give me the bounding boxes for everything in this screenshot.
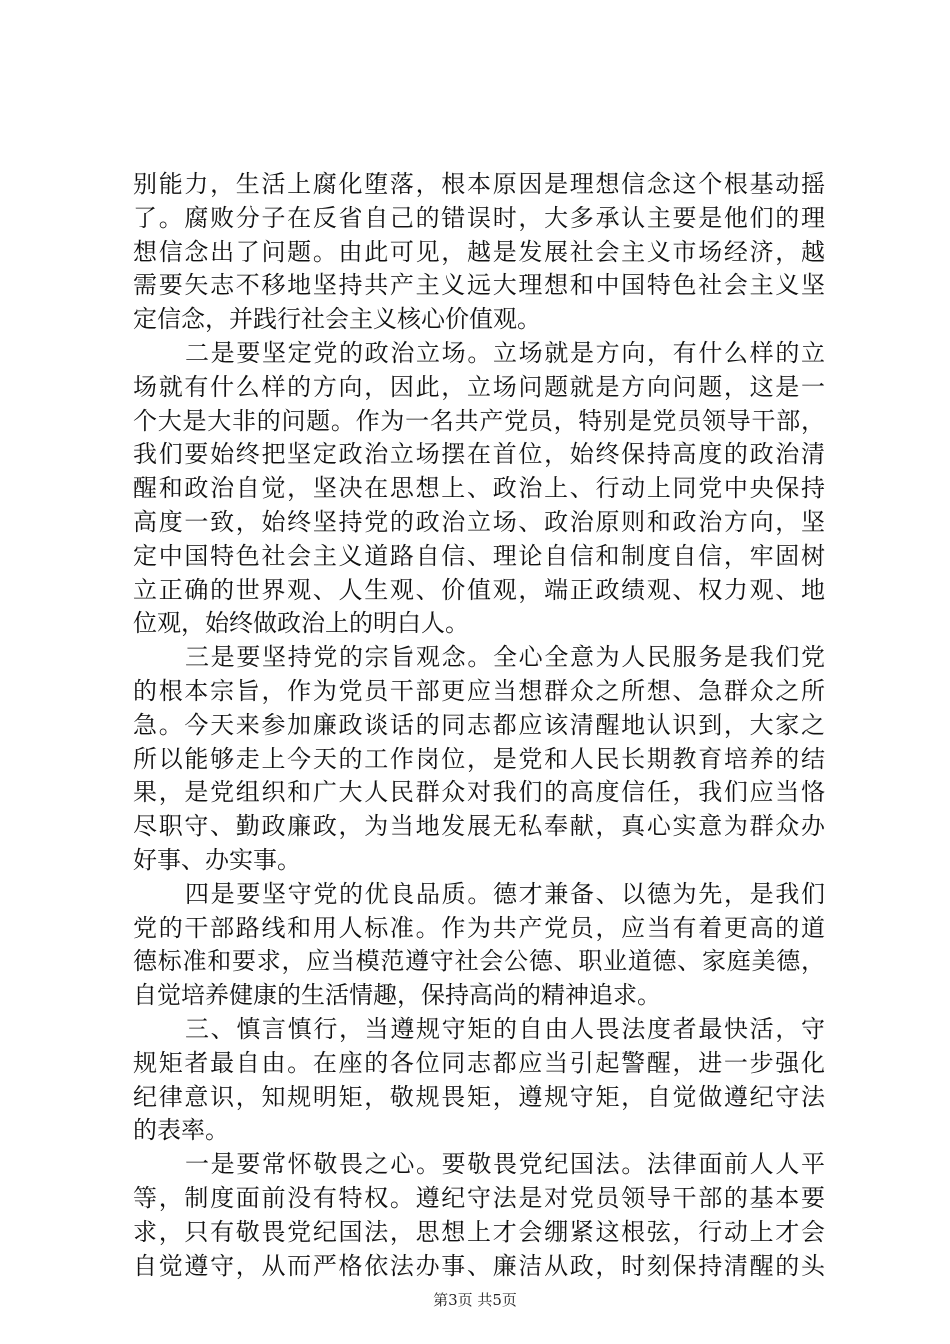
text-line: 定信念，并践行社会主义核心价值观。 xyxy=(133,305,541,334)
text-line: 高度一致，始终坚持党的政治立场、政治原则和政治方向，坚 xyxy=(133,507,825,536)
text-line: 所以能够走上今天的工作岗位，是党和人民长期教育培养的结 xyxy=(133,744,825,773)
text-line: 定中国特色社会主义道路自信、理论自信和制度自信，牢固树 xyxy=(133,541,825,570)
text-line: 的表率。 xyxy=(133,1116,229,1145)
text-line: 德标准和要求，应当模范遵守社会公德、职业道德、家庭美德， xyxy=(133,947,825,976)
document-body xyxy=(133,168,825,1283)
text-line: 了。腐败分子在反省自己的错误时，大多承认主要是他们的理 xyxy=(133,203,825,232)
page-footer: 第3页 共5页 xyxy=(433,1291,517,1309)
text-line: 场就有什么样的方向，因此，立场问题就是方向问题，这是一 xyxy=(133,372,825,401)
text-line: 四是要坚守党的优良品质。德才兼备、以德为先，是我们 xyxy=(185,879,825,908)
text-line: 求，只有敬畏党纪国法，思想上才会绷紧这根弦，行动上才会 xyxy=(133,1217,825,1246)
text-line: 位观，始终做政治上的明白人。 xyxy=(133,609,469,638)
paragraph xyxy=(133,1148,825,1283)
text-line: 需要矢志不移地坚持共产主义远大理想和中国特色社会主义坚 xyxy=(133,271,825,300)
text-line: 三、慎言慎行，当遵规守矩的自由人畏法度者最快活，守 xyxy=(185,1014,825,1043)
text-line: 三是要坚持党的宗旨观念。全心全意为人民服务是我们党 xyxy=(185,643,825,672)
text-line: 果，是党组织和广大人民群众对我们的高度信任，我们应当恪 xyxy=(133,778,825,807)
text-line: 二是要坚定党的政治立场。立场就是方向，有什么样的立 xyxy=(185,338,825,367)
text-line: 尽职守、勤政廉政，为当地发展无私奉献，真心实意为群众办 xyxy=(133,812,825,841)
text-line: 好事、办实事。 xyxy=(133,845,301,874)
text-line: 想信念出了问题。由此可见，越是发展社会主义市场经济，越 xyxy=(133,237,825,266)
text-line: 我们要始终把坚定政治立场摆在首位，始终保持高度的政治清 xyxy=(133,440,825,469)
paragraph xyxy=(133,1013,825,1148)
paragraph xyxy=(133,641,825,878)
text-line: 的根本宗旨，作为党员干部更应当想群众之所想、急群众之所 xyxy=(133,676,825,705)
text-line: 个大是大非的问题。作为一名共产党员，特别是党员领导干部， xyxy=(133,406,825,435)
text-line: 自觉培养健康的生活情趣，保持高尚的精神追求。 xyxy=(133,981,661,1010)
text-line: 醒和政治自觉，坚决在思想上、政治上、行动上同党中央保持 xyxy=(133,474,825,503)
text-line: 等，制度面前没有特权。遵纪守法是对党员领导干部的基本要 xyxy=(133,1183,825,1212)
text-line: 自觉遵守，从而严格依法办事、廉洁从政，时刻保持清醒的头 xyxy=(133,1251,825,1280)
paragraph xyxy=(133,878,825,1013)
text-line: 急。今天来参加廉政谈话的同志都应该清醒地认识到，大家之 xyxy=(133,710,825,739)
paragraph xyxy=(133,168,825,337)
text-line: 一是要常怀敬畏之心。要敬畏党纪国法。法律面前人人平 xyxy=(185,1150,825,1179)
paragraph xyxy=(133,337,825,641)
text-line: 规矩者最自由。在座的各位同志都应当引起警醒，进一步强化 xyxy=(133,1048,825,1077)
text-line: 纪律意识，知规明矩，敬规畏矩，遵规守矩，自觉做遵纪守法 xyxy=(133,1082,825,1111)
text-line: 党的干部路线和用人标准。作为共产党员，应当有着更高的道 xyxy=(133,913,825,942)
text-line: 别能力，生活上腐化堕落，根本原因是理想信念这个根基动摇 xyxy=(133,170,825,198)
text-line: 立正确的世界观、人生观、价值观，端正政绩观、权力观、地 xyxy=(133,575,825,604)
